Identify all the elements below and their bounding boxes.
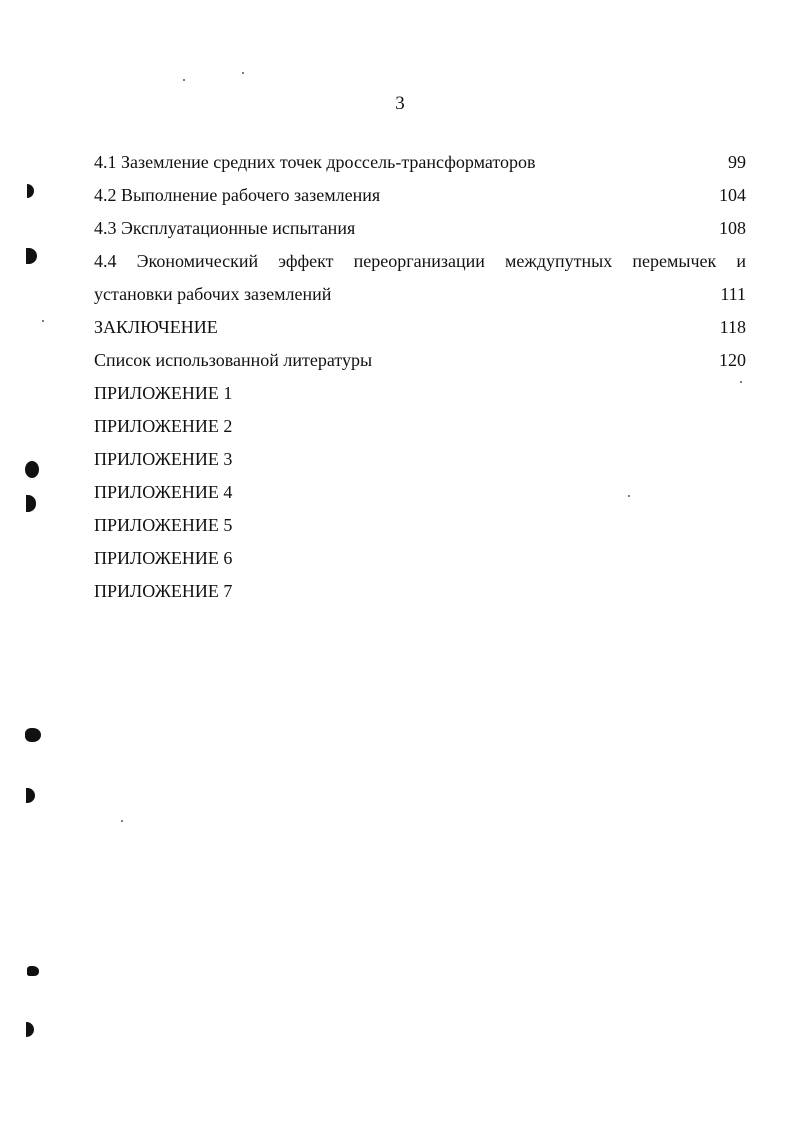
toc-entry-references <box>94 344 746 377</box>
toc-entry-page: 99 <box>728 152 746 172</box>
toc-entry-page: 120 <box>719 350 746 370</box>
toc-entry-title: 4.2 Выполнение рабочего заземления <box>94 185 381 205</box>
toc-entry-4-1 <box>94 146 746 179</box>
toc-entry-title: 4.3 Эксплуатационные испытания <box>94 218 356 238</box>
scan-speck <box>242 72 244 74</box>
toc-appendix-3: ПРИЛОЖЕНИЕ 3 <box>94 449 233 469</box>
binder-mark <box>26 1022 34 1037</box>
toc-appendix-5: ПРИЛОЖЕНИЕ 5 <box>94 515 233 535</box>
binder-mark <box>26 788 35 803</box>
toc-entry-4-4-line1: 4.4 Экономический эффект переорганизации междупутных перемычек и <box>94 251 746 271</box>
scan-speck <box>628 495 630 497</box>
binder-mark <box>25 461 39 478</box>
scan-speck <box>183 79 185 81</box>
toc-appendix-4: ПРИЛОЖЕНИЕ 4 <box>94 482 233 502</box>
toc-appendix-2: ПРИЛОЖЕНИЕ 2 <box>94 416 233 436</box>
toc-entry-title: установки рабочих заземлений <box>94 284 332 304</box>
toc-entry-title: ЗАКЛЮЧЕНИЕ <box>94 317 218 337</box>
table-of-contents <box>94 146 746 608</box>
toc-entry-page: 118 <box>719 317 746 337</box>
toc-entry-4-3 <box>94 212 746 245</box>
binder-mark <box>27 966 39 976</box>
toc-entry-page: 104 <box>719 185 746 205</box>
toc-entry-title: 4.1 Заземление средних точек дроссель-трансформаторов <box>94 152 536 172</box>
toc-entry-page: 111 <box>720 284 746 304</box>
toc-appendix-6: ПРИЛОЖЕНИЕ 6 <box>94 548 233 568</box>
toc-entry-conclusion <box>94 311 746 344</box>
binder-mark <box>25 728 41 742</box>
binder-mark <box>26 248 37 264</box>
scan-speck <box>121 820 123 822</box>
scan-speck <box>740 381 742 383</box>
page-number: 3 <box>395 93 405 114</box>
scan-speck <box>42 320 44 322</box>
toc-appendix-1: ПРИЛОЖЕНИЕ 1 <box>94 383 233 403</box>
toc-entry-page: 108 <box>719 218 746 238</box>
toc-appendix-7: ПРИЛОЖЕНИЕ 7 <box>94 581 233 601</box>
binder-mark <box>26 495 36 512</box>
toc-entry-4-2 <box>94 179 746 212</box>
toc-entry-title: Список использованной литературы <box>94 350 373 370</box>
toc-entry-4-4-line2 <box>94 278 746 311</box>
binder-mark <box>27 184 34 198</box>
